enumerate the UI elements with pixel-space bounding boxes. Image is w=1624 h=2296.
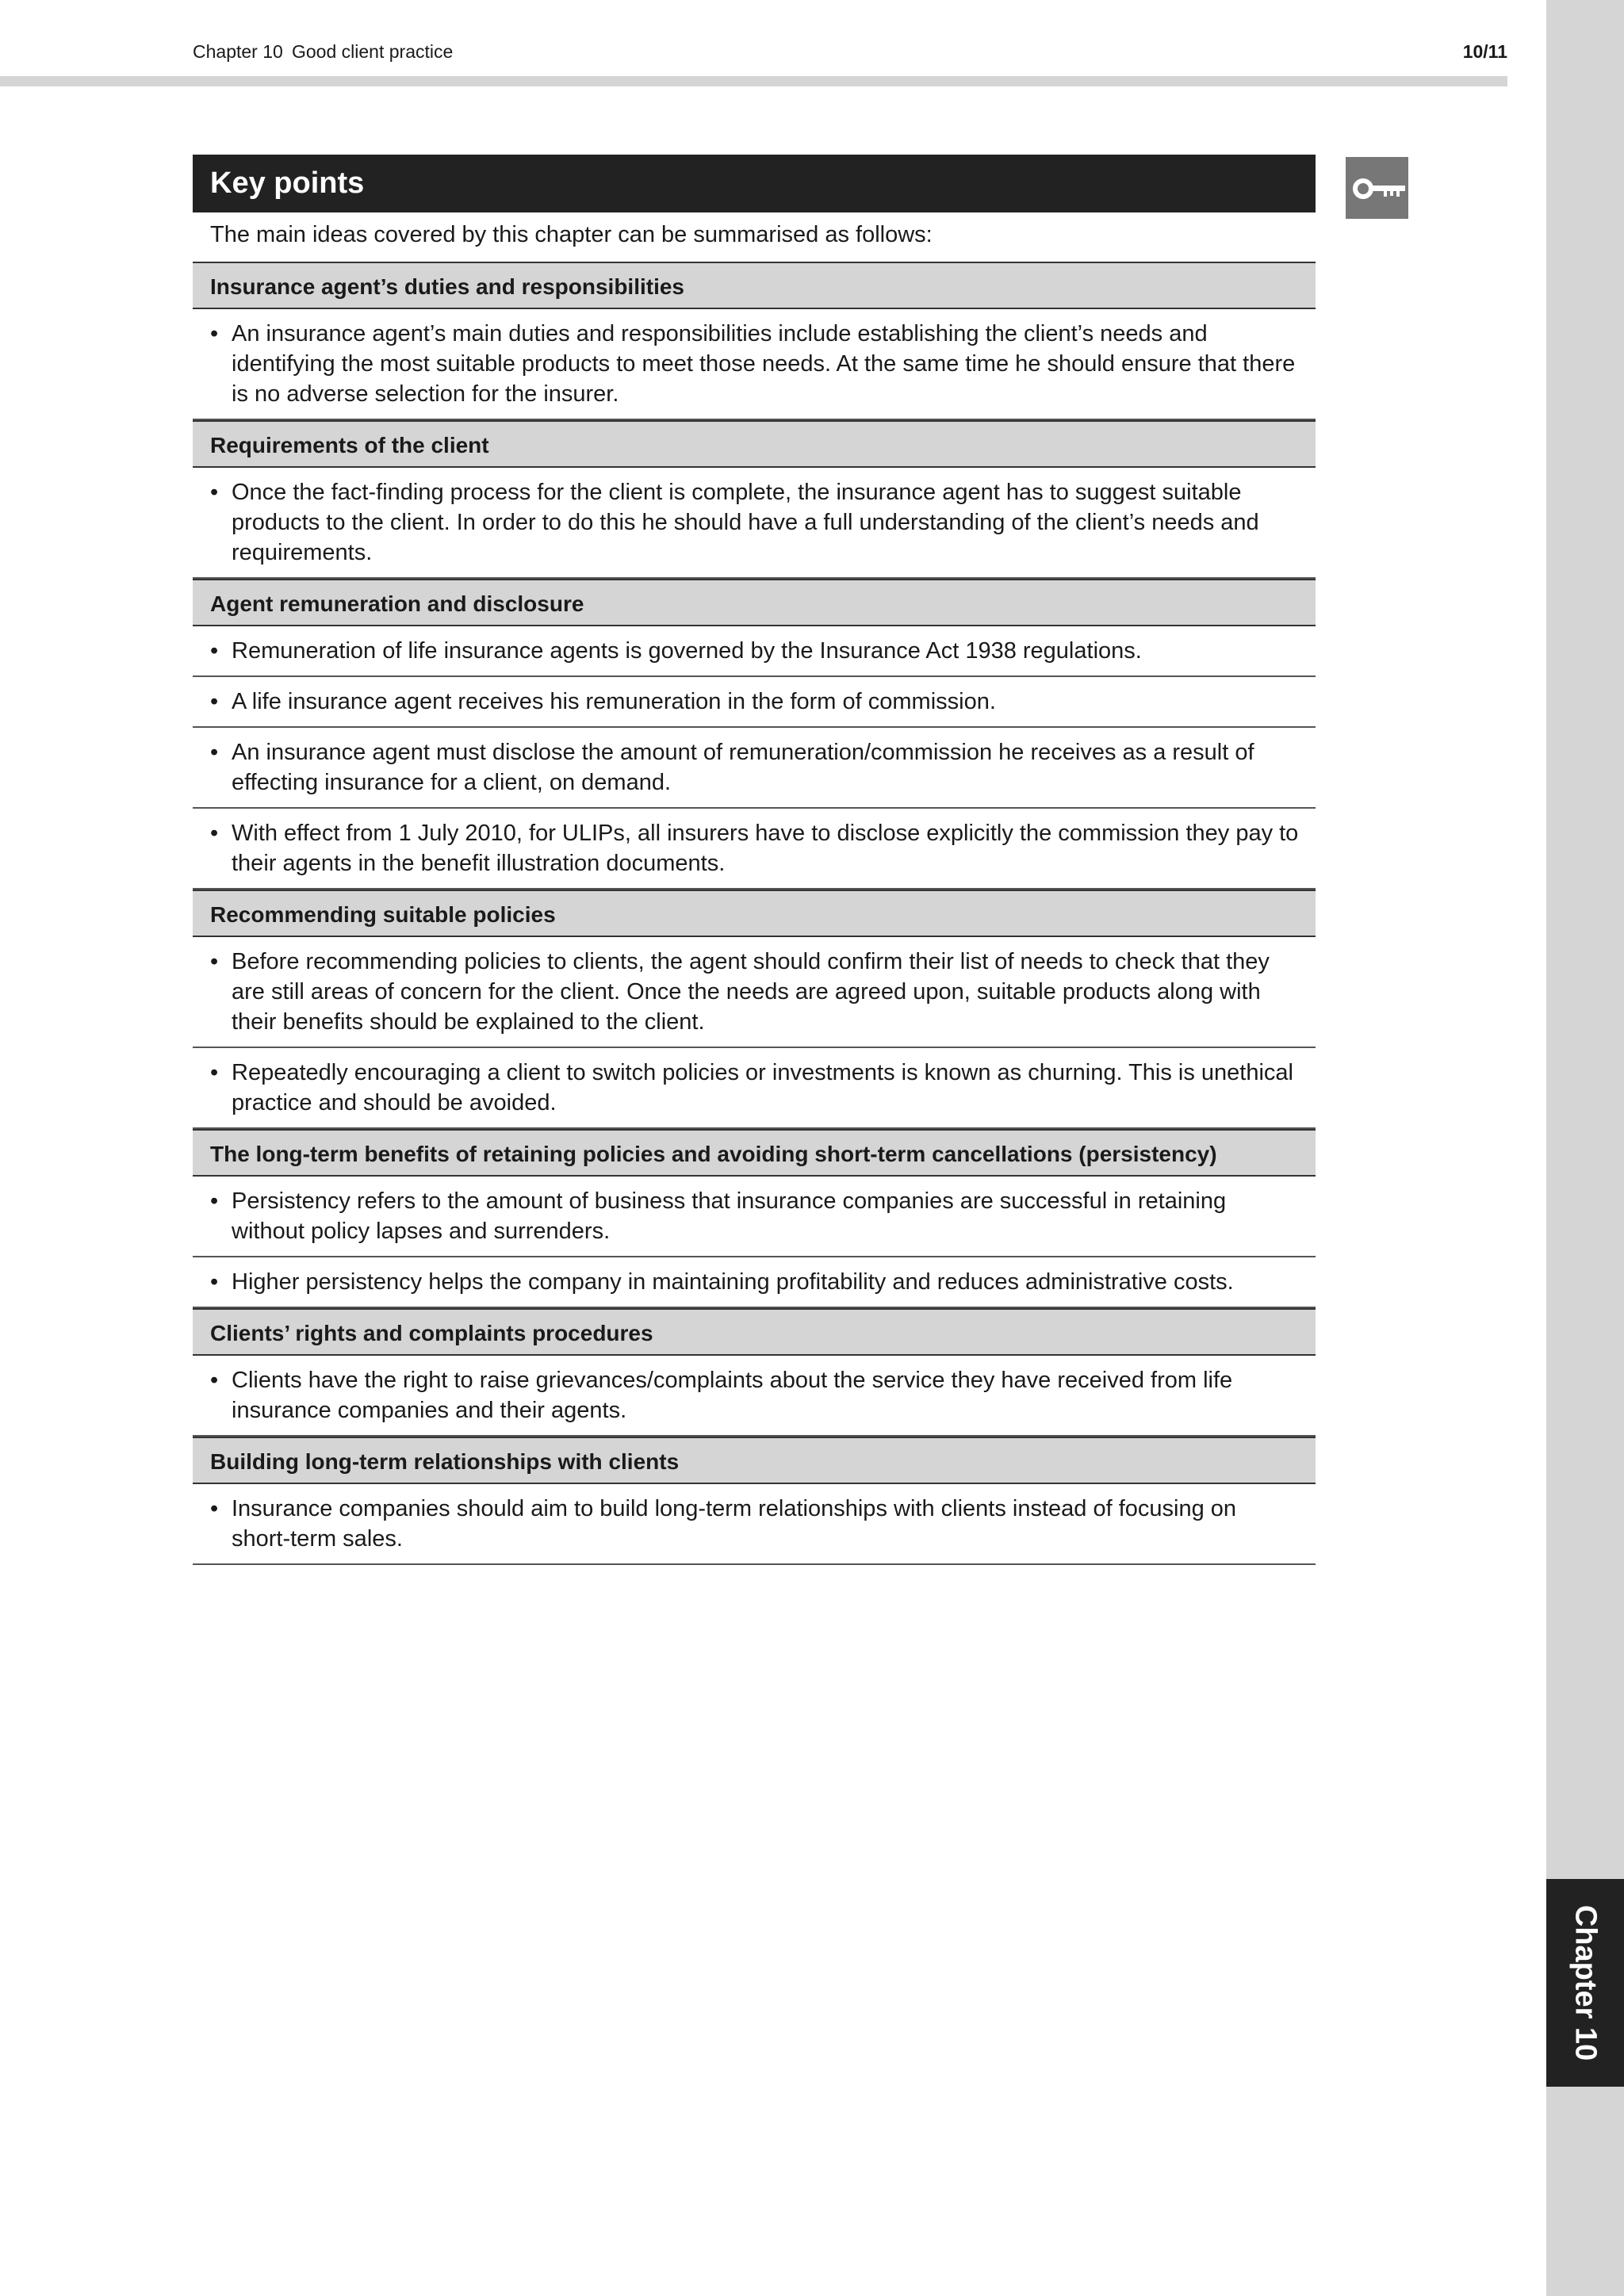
bullet-item: • Once the fact-finding process for the client is complete, the insurance agent has to suggest suitable products to the client. In order to do this he should have a full understanding of the client’s needs and requirements. — [193, 468, 1316, 579]
bullet-item: • An insurance agent’s main duties and responsibilities include establishing the client’s needs and identifying the most suitable products to meet those needs. At the same time he should ensure that there is no adverse selection for the insurer. — [193, 309, 1316, 420]
section-heading: Requirements of the client — [193, 420, 1316, 468]
bullet-item: • Insurance companies should aim to build long-term relationships with clients instead of focusing on short-term sales. — [193, 1484, 1316, 1565]
bullet-item: • Clients have the right to raise grievances/complaints about the service they have received from life insurance companies and their agents. — [193, 1356, 1316, 1437]
intro-text: The main ideas covered by this chapter can be summarised as follows: — [210, 222, 933, 247]
section-heading: Recommending suitable policies — [193, 890, 1316, 937]
bullet-item: • Before recommending policies to clients, the agent should confirm their list of needs to check that they are still areas of concern for the client. Once the needs are agreed upon, suitable products along with their benefits should be explained to the client. — [193, 937, 1316, 1048]
chapter-tab-label: Chapter 10 — [1568, 1904, 1603, 2061]
header-chapter: Chapter 10 — [193, 41, 283, 62]
bullet-item: • An insurance agent must disclose the amount of remuneration/commission he receives as a result of effecting insurance for a client, on demand. — [193, 728, 1316, 809]
key-points-title: Key points — [193, 155, 1316, 212]
key-points-sections — [193, 262, 1316, 1565]
bullet-item: • A life insurance agent receives his remuneration in the form of commission. — [193, 677, 1316, 728]
chapter-tab — [1546, 1879, 1624, 2087]
bullet-item: • Higher persistency helps the company in maintaining profitability and reduces administrative costs. — [193, 1257, 1316, 1308]
section-heading: Insurance agent’s duties and responsibilities — [193, 262, 1316, 309]
page-number: 10/11 — [1462, 41, 1507, 62]
section-heading: Agent remuneration and disclosure — [193, 579, 1316, 626]
header-rule — [0, 76, 1507, 86]
key-points-intro — [193, 212, 1316, 262]
bullet-item: • Repeatedly encouraging a client to switch policies or investments is known as churning. This is unethical practice and should be avoided. — [193, 1048, 1316, 1129]
running-header — [193, 41, 1507, 70]
header-title: Good client practice — [292, 41, 454, 62]
bullet-item: • With effect from 1 July 2010, for ULIPs, all insurers have to disclose explicitly the commission they pay to their agents in the benefit illustration documents. — [193, 809, 1316, 890]
section-heading: The long-term benefits of retaining policies and avoiding short-term cancellations (persistency) — [193, 1129, 1316, 1177]
key-points-box — [193, 155, 1316, 1565]
bullet-item: • Remuneration of life insurance agents is governed by the Insurance Act 1938 regulations. — [193, 626, 1316, 677]
section-heading: Clients’ rights and complaints procedures — [193, 1308, 1316, 1356]
section-heading: Building long-term relationships with clients — [193, 1437, 1316, 1484]
bullet-item: • Persistency refers to the amount of business that insurance companies are successful in retaining without policy lapses and surrenders. — [193, 1177, 1316, 1257]
key-icon — [1346, 157, 1408, 219]
